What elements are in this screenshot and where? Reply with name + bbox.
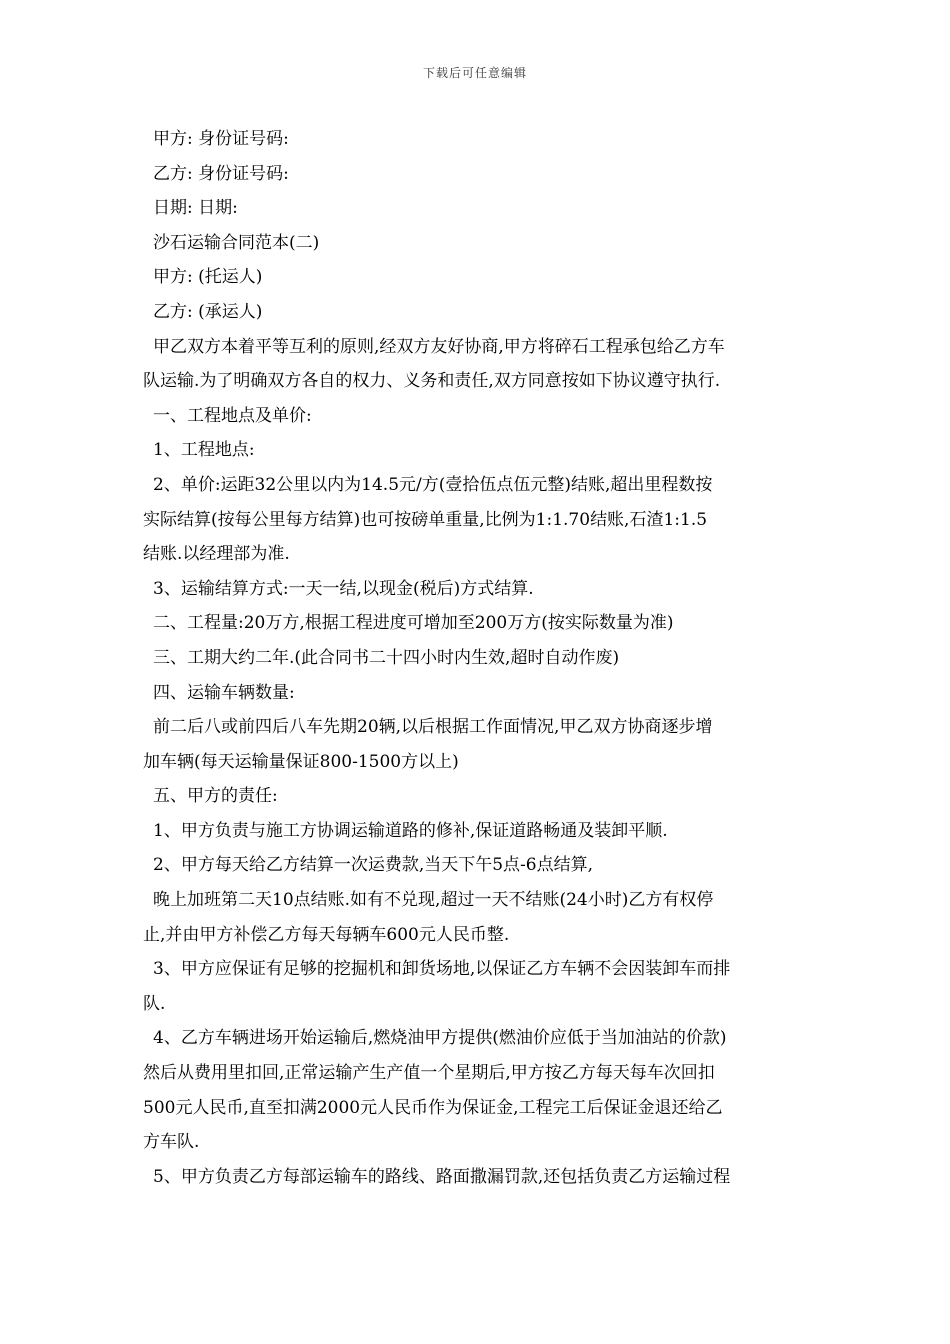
text-line: 晚上加班第二天10点结账.如有不兑现,超过一天不结账(24小时)乙方有权停 [153, 890, 714, 911]
text-line: 500元人民币,直至扣满2000元人民币作为保证金,工程完工后保证金退还给乙 [143, 1097, 723, 1118]
text-line: 1、甲方负责与施工方协调运输道路的修补,保证道路畅通及装卸平顺. [153, 820, 668, 841]
text-line: 方车队. [143, 1132, 200, 1153]
page-header: 下载后可任意编辑 [422, 66, 527, 80]
text-line: 乙方: (承运人) [153, 301, 263, 322]
text-line: 一、工程地点及单价: [153, 405, 312, 426]
text-line: 二、工程量:20万方,根据工程进度可增加至200万方(按实际数量为准) [153, 613, 674, 634]
text-line: 1、工程地点: [153, 440, 255, 461]
text-line: 加车辆(每天运输量保证800-1500方以上) [143, 751, 459, 772]
text-line: 然后从费用里扣回,正常运输产生产值一个星期后,甲方按乙方每天每车次回扣 [143, 1063, 715, 1084]
text-line: 队运输.为了明确双方各自的权力、义务和责任,双方同意按如下协议遵守执行. [143, 371, 721, 392]
text-line: 4、乙方车辆进场开始运输后,燃烧油甲方提供(燃油价应低于当加油站的价款) [153, 1028, 727, 1049]
text-line: 甲方: (托运人) [153, 267, 263, 288]
text-line: 甲乙双方本着平等互利的原则,经双方友好协商,甲方将碎石工程承包给乙方车 [153, 336, 725, 357]
text-line: 实际结算(按每公里每方结算)也可按磅单重量,比例为1:1.70结账,石渣1:1.5 [143, 509, 708, 530]
text-line: 三、工期大约二年.(此合同书二十四小时内生效,超时自动作废) [153, 647, 620, 668]
text-line: 5、甲方负责乙方每部运输车的路线、路面撒漏罚款,还包括负责乙方运输过程 [153, 1166, 731, 1187]
text-line: 日期: 日期: [153, 198, 238, 219]
text-line: 3、甲方应保证有足够的挖掘机和卸货场地,以保证乙方车辆不会因装卸车而排 [153, 959, 731, 980]
contract-body [143, 122, 808, 1194]
text-line: 乙方: 身份证号码: [153, 163, 289, 184]
text-line: 结账.以经理部为准. [143, 544, 290, 565]
text-line: 2、单价:运距32公里以内为14.5元/方(壹拾伍点伍元整)结账,超出里程数按 [153, 474, 713, 495]
text-line: 队. [143, 993, 166, 1014]
text-line: 2、甲方每天给乙方结算一次运费款,当天下午5点-6点结算, [153, 855, 593, 876]
text-line: 止,并由甲方补偿乙方每天每辆车600元人民币整. [143, 924, 510, 945]
text-line: 四、运输车辆数量: [153, 682, 295, 703]
text-line: 前二后八或前四后八车先期20辆,以后根据工作面情况,甲乙双方协商逐步增 [153, 717, 713, 738]
text-line: 沙石运输合同范本(二) [153, 232, 320, 253]
text-line: 甲方: 身份证号码: [153, 129, 289, 149]
text-line: 3、运输结算方式:一天一结,以现金(税后)方式结算. [153, 578, 534, 599]
text-line: 五、甲方的责任: [153, 786, 278, 807]
